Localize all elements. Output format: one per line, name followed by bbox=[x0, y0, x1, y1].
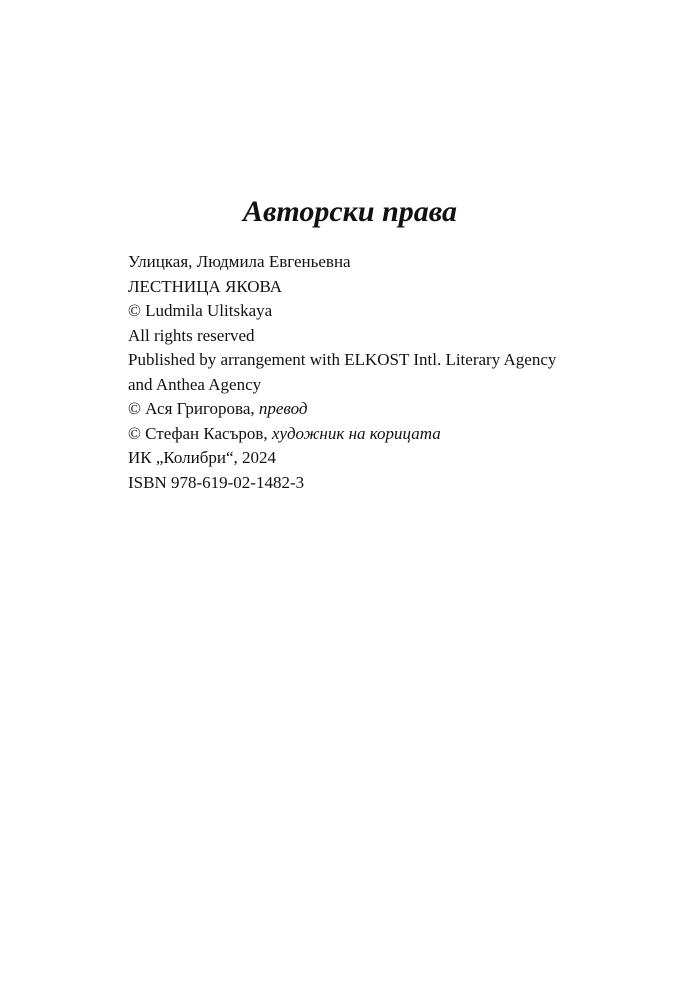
cover-artist-name: © Стефан Касъров, bbox=[128, 423, 272, 443]
agency-line: and Anthea Agency bbox=[128, 374, 262, 394]
isbn-line: ISBN 978-619-02-1482-3 bbox=[128, 472, 305, 492]
publisher-line: ИК „Колибри“, 2024 bbox=[128, 448, 277, 467]
page-heading: Авторски права bbox=[243, 195, 457, 228]
copyright-block bbox=[128, 250, 570, 495]
cover-artist-line bbox=[128, 422, 570, 447]
rights-line: All rights reserved bbox=[128, 325, 255, 345]
copyright-author-line: © Ludmila Ulitskaya bbox=[128, 301, 273, 320]
author-line: Улицкая, Людмила Евгеньевна bbox=[128, 252, 351, 271]
published-by-line: Published by arrangement with ELKOST Intl. Literary Agency bbox=[128, 350, 557, 369]
translator-name: © Ася Григорова, bbox=[128, 399, 259, 418]
cover-artist-role: художник на корицата bbox=[271, 423, 441, 443]
translator-line bbox=[128, 397, 570, 422]
original-title-line: ЛЕСТНИЦА ЯКОВА bbox=[128, 276, 283, 296]
translator-role: превод bbox=[258, 399, 308, 418]
